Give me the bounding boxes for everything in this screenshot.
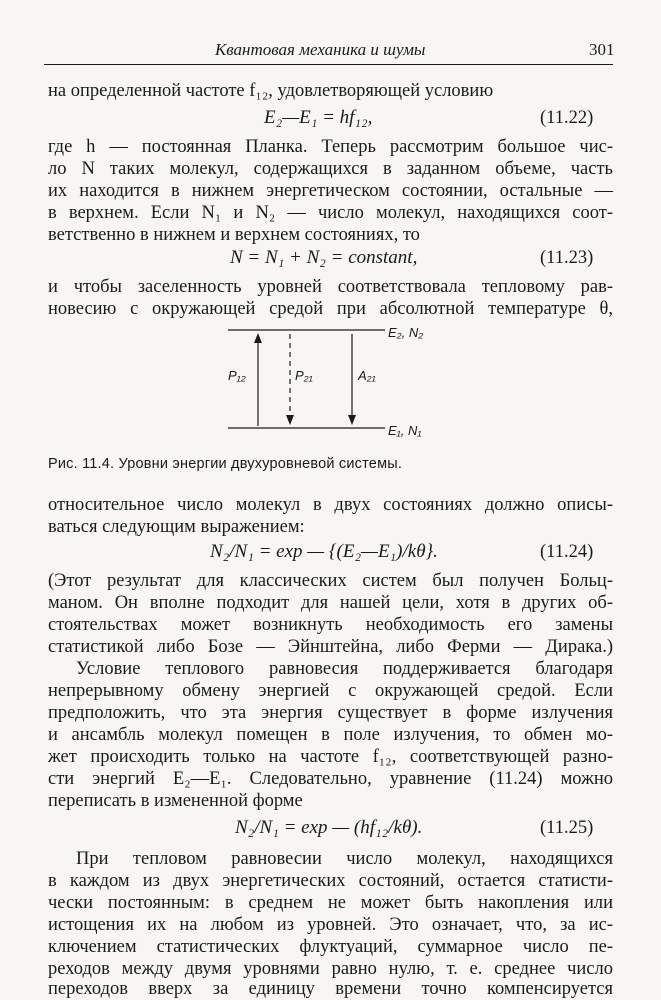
text-line: чески постоянным: в среднем не может быть накопления или: [48, 893, 613, 913]
label-lower-level: E₁, N₁: [388, 423, 422, 438]
text-line: переписать в измененной форме: [48, 791, 303, 811]
equation-number: (11.22): [540, 108, 594, 128]
text-line: статистикой либо Бозе — Эйнштейна, либо Ферми — Дирака.): [48, 637, 613, 657]
text-line: стоятельствах может возникнуть необходимость его замены: [48, 615, 613, 635]
text-line: реходов между двумя уровнями равно нулю, т. е. среднее число: [48, 959, 613, 979]
text-line: (Этот результат для классических систем был получен Больц-: [48, 571, 613, 591]
text-line: в каждом из двух энергетических состояний, остается статисти-: [48, 871, 613, 891]
text-line: переходов вверх за единицу времени точно компенсируется: [48, 979, 613, 999]
text-line: и чтобы заселенность уровней соответствовала тепловому рав-: [48, 277, 613, 297]
text-line: жет происходить только на частоте f₁₂, соответствующей разно-: [48, 747, 613, 767]
label-upper-level: E₂, N₂: [388, 325, 424, 340]
equation-number: (11.23): [540, 248, 594, 268]
text-line: где h — постоянная Планка. Теперь рассмотрим большое чис-: [48, 137, 613, 157]
equation-11-24: N₂/N₁ = exp — {(E₂—E₁)/kθ}.: [210, 541, 438, 562]
text-line: и ансамбль молекул помещен в поле излучения, то обмен мо-: [48, 725, 613, 745]
text-line: их находится в нижнем энергетическом состоянии, остальные —: [48, 181, 613, 201]
text-line: ло N таких молекул, содержащихся в заданном объеме, часть: [48, 159, 613, 179]
text-line: предположить, что эта энергия существует в форме излучения: [48, 703, 613, 723]
text-line: ваться следующим выражением:: [48, 517, 305, 537]
page-number: 301: [589, 40, 615, 59]
label-p21: P₂₁: [295, 368, 313, 383]
equation-11-22: E₂—E₁ = hf₁₂,: [264, 107, 373, 128]
text-line: Условие теплового равновесия поддерживается благодаря: [76, 659, 613, 679]
figure-caption: Рис. 11.4. Уровни энергии двухуровневой системы.: [48, 456, 403, 472]
equation-number: (11.25): [540, 818, 594, 838]
text-line: относительное число молекул в двух состояниях должно описы-: [48, 495, 613, 515]
text-line: новесию с окружающей средой при абсолютной температуре θ,: [48, 299, 613, 319]
arrow-p12-head: [254, 333, 262, 343]
text-line: ветственно в нижнем и верхнем состояниях, то: [48, 225, 420, 245]
arrow-p21-head: [286, 415, 294, 425]
text-line: на определенной частоте f₁₂, удовлетворяющей условию: [48, 81, 494, 101]
label-a21: A₂₁: [358, 368, 376, 383]
text-line: При тепловом равновесии число молекул, находящихся: [76, 849, 613, 869]
text-line: ключением статистических флуктуаций, суммарное число пе-: [48, 937, 613, 957]
text-line: в верхнем. Если N₁ и N₂ — число молекул, находящихся соот-: [48, 203, 613, 223]
label-p12: P₁₂: [228, 368, 246, 383]
running-header-title: Квантовая механика и шумы: [215, 40, 426, 59]
arrow-a21-head: [348, 415, 356, 425]
equation-11-25: N₂/N₁ = exp — (hf₁₂/kθ).: [235, 817, 423, 838]
text-line: сти энергий E₂—E₁. Следовательно, уравнение (11.24) можно: [48, 769, 613, 789]
text-line: истощения их на любом из уровней. Это означает, что, за ис-: [48, 915, 613, 935]
equation-number: (11.24): [540, 542, 594, 562]
equation-11-23: N = N₁ + N₂ = constant,: [230, 247, 418, 268]
text-line: непрерывному обмену энергией с окружающей средой. Если: [48, 681, 613, 701]
text-line: маном. Он вполне подходит для нашей цели, хотя в других об-: [48, 593, 613, 613]
